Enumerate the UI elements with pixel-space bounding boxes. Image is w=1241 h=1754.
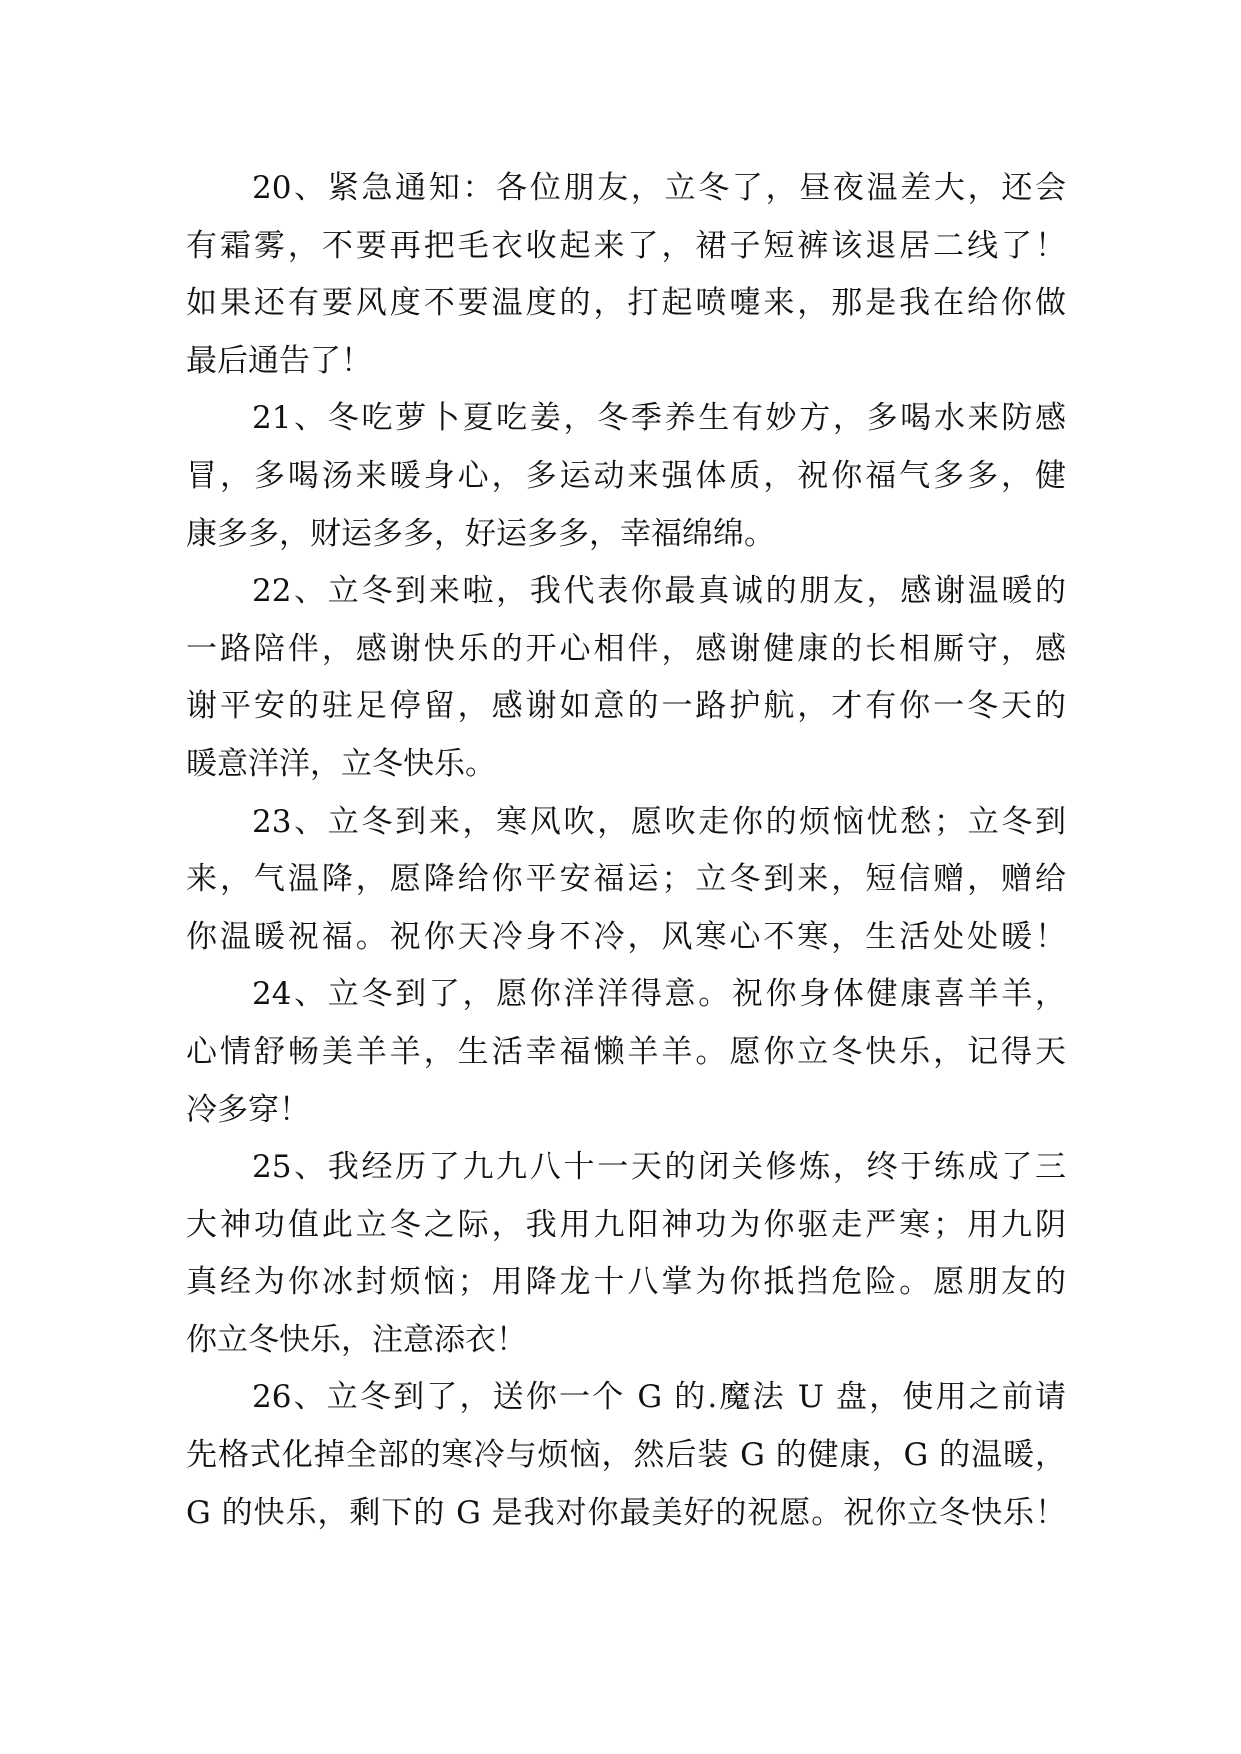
paragraph-line: 如果还有要风度不要温度的，打起喷嚏来，那是我在给你做 bbox=[186, 285, 1066, 322]
paragraph-22 bbox=[186, 563, 1066, 793]
paragraph-line: 大神功值此立冬之际，我用九阳神功为你驱走严寒；用九阴 bbox=[186, 1206, 1066, 1243]
paragraph-line: 来，气温降，愿降给你平安福运；立冬到来，短信赠，赠给 bbox=[186, 861, 1066, 898]
document-body bbox=[186, 160, 1066, 1542]
paragraph-line: G 的快乐，剩下的 G 是我对你最美好的祝愿。祝你立冬快乐！ bbox=[186, 1494, 1066, 1531]
paragraph-line: 心情舒畅美羊羊，生活幸福懒羊羊。愿你立冬快乐，记得天 bbox=[186, 1033, 1066, 1070]
paragraph-line: 你立冬快乐，注意添衣！ bbox=[186, 1321, 527, 1358]
paragraph-line: 22、立冬到来啦，我代表你最真诚的朋友，感谢温暖的 bbox=[252, 573, 1066, 610]
paragraph-line: 25、我经历了九九八十一天的闭关修炼，终于练成了三 bbox=[252, 1149, 1066, 1186]
paragraph-line: 冷多穿！ bbox=[186, 1091, 310, 1128]
paragraph-line: 24、立冬到了，愿你洋洋得意。祝你身体健康喜羊羊， bbox=[252, 976, 1066, 1013]
paragraph-line: 一路陪伴，感谢快乐的开心相伴，感谢健康的长相厮守，感 bbox=[186, 630, 1066, 667]
paragraph-line: 26、立冬到了，送你一个 G 的.魔法 U 盘，使用之前请 bbox=[252, 1379, 1066, 1416]
paragraph-21 bbox=[186, 390, 1066, 563]
paragraph-20 bbox=[186, 160, 1066, 390]
paragraph-line: 21、冬吃萝卜夏吃姜，冬季养生有妙方，多喝水来防感 bbox=[252, 400, 1066, 437]
paragraph-line: 真经为你冰封烦恼；用降龙十八掌为你抵挡危险。愿朋友的 bbox=[186, 1264, 1066, 1301]
paragraph-line: 暖意洋洋，立冬快乐。 bbox=[186, 745, 496, 782]
paragraph-line: 先格式化掉全部的寒冷与烦恼，然后装 G 的健康，G 的温暖， bbox=[186, 1437, 1066, 1474]
paragraph-24 bbox=[186, 966, 1066, 1139]
paragraph-line: 冒，多喝汤来暖身心，多运动来强体质，祝你福气多多，健 bbox=[186, 457, 1066, 494]
paragraph-line: 有霜雾，不要再把毛衣收起来了，裙子短裤该退居二线了！ bbox=[186, 227, 1066, 264]
paragraph-23 bbox=[186, 794, 1066, 967]
paragraph-line: 最后通告了！ bbox=[186, 342, 372, 379]
paragraph-line: 20、紧急通知：各位朋友，立冬了，昼夜温差大，还会 bbox=[252, 170, 1066, 206]
paragraph-line: 谢平安的驻足停留，感谢如意的一路护航，才有你一冬天的 bbox=[186, 688, 1066, 725]
paragraph-line: 23、立冬到来，寒风吹，愿吹走你的烦恼忧愁；立冬到 bbox=[252, 803, 1066, 840]
paragraph-line: 康多多，财运多多，好运多多，幸福绵绵。 bbox=[186, 515, 775, 552]
paragraph-26 bbox=[186, 1369, 1066, 1542]
paragraph-25 bbox=[186, 1139, 1066, 1369]
paragraph-line: 你温暖祝福。祝你天冷身不冷，风寒心不寒，生活处处暖！ bbox=[186, 918, 1066, 955]
